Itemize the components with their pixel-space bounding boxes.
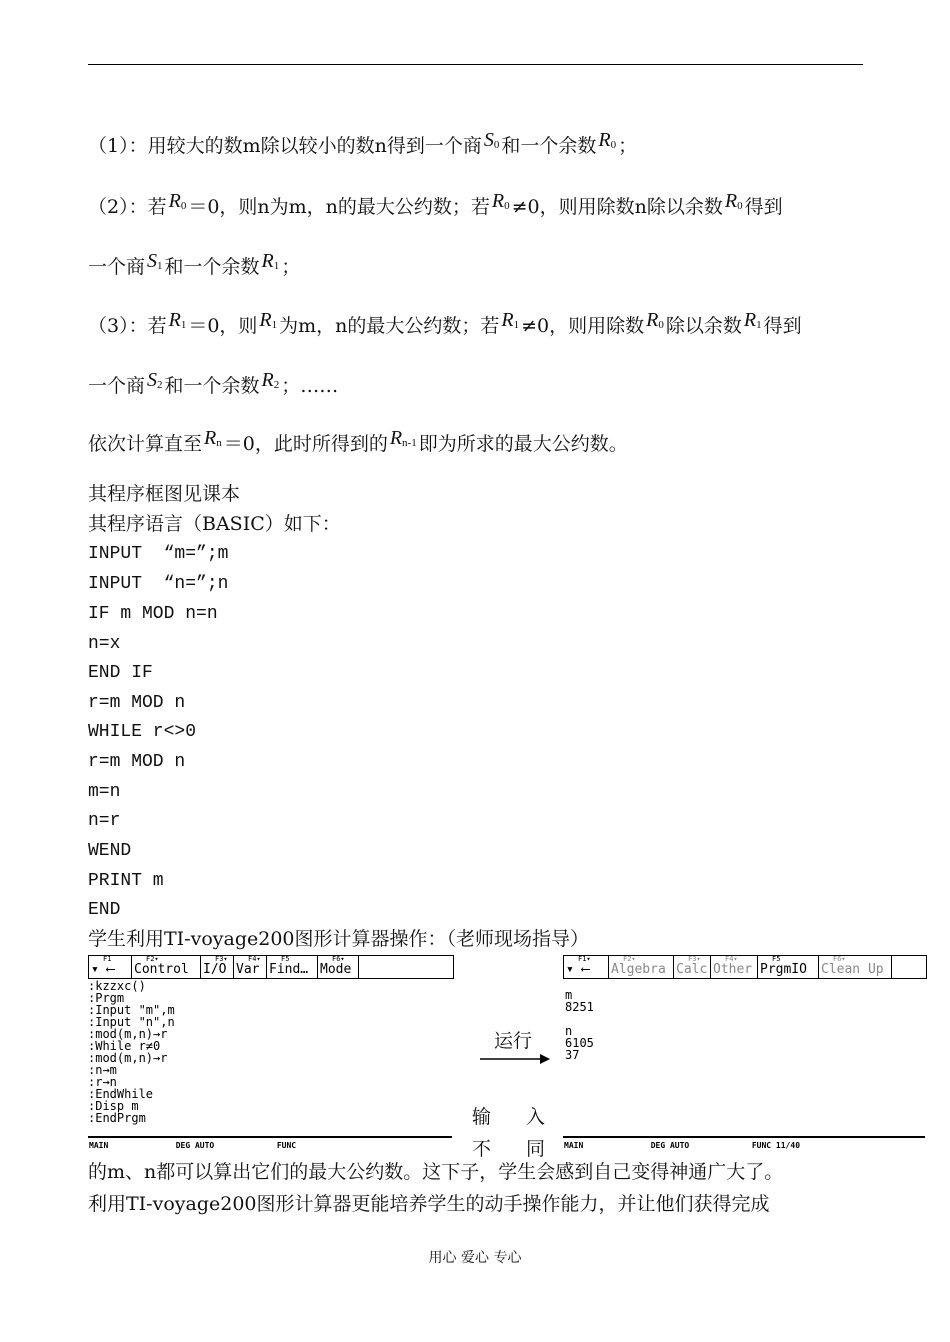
math-s1: $S_1$ <box>147 250 163 272</box>
code-line-8: r=m MOD n <box>88 752 186 772</box>
code-line-4: n=x <box>88 634 121 654</box>
left-tab-mode[interactable]: F6▾ Mode <box>318 956 359 978</box>
basic-heading: 其程序语言（BASIC）如下： <box>88 513 341 535</box>
code-line-5: END IF <box>88 663 153 683</box>
code-line-2: INPUT “n=”;n <box>88 574 229 594</box>
math-s2: $S_2$ <box>147 369 163 391</box>
step-3-text-c: 为m，n的最大公约数；若 <box>279 315 500 337</box>
step-3-line-b <box>88 369 339 403</box>
side-char-2: 入 <box>526 1106 546 1128</box>
step-3-line <box>88 309 802 343</box>
closing-line-1: 的m、n都可以算出它们的最大公约数。这下子，学生会感到自己变得神通广大了。 <box>88 1161 784 1183</box>
side-char-3: 不 <box>472 1138 492 1160</box>
left-tab-control[interactable]: F2▾ Control <box>132 956 201 978</box>
left-tab-io[interactable]: F3▾ I/O <box>201 956 234 978</box>
step-3-text-d: ≠0，则用除数 <box>521 315 645 337</box>
calculator-intro: 学生利用TI-voyage200图形计算器操作：（老师现场指导） <box>88 928 590 950</box>
math-s0: $S_0$ <box>483 129 500 151</box>
step-2-text-d: 得到 <box>744 196 783 218</box>
right-tab-algebra[interactable]: F2▾ Algebra <box>609 956 674 978</box>
step-2b-text-b: 和一个余数 <box>164 256 260 278</box>
code-line-9: m=n <box>88 782 121 802</box>
conclusion-text-b: ＝0，此时所得到的 <box>223 433 388 455</box>
conclusion-text-c: 即为所求的最大公约数。 <box>418 433 628 455</box>
flowchart-note: 其程序框图见课本 <box>88 483 241 505</box>
left-tab-f1[interactable]: F1 ▾ ⟵ <box>89 956 132 978</box>
step-2-text: （2）：若 <box>88 196 167 218</box>
math-r1: $R_1$ <box>168 309 187 331</box>
code-line-10: n=r <box>88 811 121 831</box>
code-line-12: PRINT m <box>88 871 164 891</box>
right-status-rule <box>563 1136 925 1138</box>
step-3-text-b: ＝0，则 <box>188 315 258 337</box>
side-char-4: 同 <box>526 1138 546 1160</box>
right-tab-prgmio[interactable]: F5 PrgmIO <box>758 956 819 978</box>
code-line-1: INPUT “m=”;m <box>88 544 229 564</box>
math-r1: $R_1$ <box>501 309 520 331</box>
step-2b-text: 一个商 <box>88 256 146 278</box>
math-r0: $R_0$ <box>598 129 617 151</box>
left-tab-find[interactable]: F5 Find… <box>267 956 318 978</box>
step-3b-text-b: 和一个余数 <box>164 375 260 397</box>
code-line-3: IF m MOD n=n <box>88 604 218 624</box>
math-r0: $R_0$ <box>724 190 743 212</box>
conclusion-line <box>88 427 628 461</box>
math-rn-1: $R_{n-1}$ <box>389 427 417 449</box>
side-char-1: 输 <box>472 1106 492 1128</box>
right-tab-cleanup[interactable]: F6▾ Clean Up <box>819 956 892 978</box>
math-r0: $R_0$ <box>646 309 664 331</box>
left-status-rule <box>88 1136 452 1138</box>
closing-line-2: 利用TI-voyage200图形计算器更能培养学生的动手操作能力，并让他们获得完成 <box>88 1193 770 1215</box>
run-arrow-icon <box>480 1052 550 1066</box>
math-r2: $R_2$ <box>261 369 280 391</box>
math-r0: $R_0$ <box>168 190 187 212</box>
step-2-text-b: ＝0，则n为m，n的最大公约数；若 <box>188 196 490 218</box>
left-toolbar <box>88 955 454 979</box>
step-3b-text: 一个商 <box>88 375 146 397</box>
step-1-text: （1）：用较大的数m除以较小的数n得到一个商 <box>88 135 482 157</box>
left-program-listing: :kzzxc() :Prgm :Input "m",m :Input "n",n :mod(m,n)→r :While r≠0 :mod(m,n)→r :n→m :r→n :EndWhile :Disp m :EndPrgm <box>88 979 175 1125</box>
code-line-11: WEND <box>88 841 132 861</box>
conclusion-text: 依次计算直至 <box>88 433 203 455</box>
right-toolbar <box>563 955 927 979</box>
code-line-13: END <box>88 900 121 920</box>
step-3-text: （3）：若 <box>88 315 167 337</box>
step-3-text-e: 除以余数 <box>665 315 742 337</box>
math-r1: $R_1$ <box>743 309 762 331</box>
step-2b-end: ； <box>281 256 301 278</box>
math-r1: $R_1$ <box>261 250 280 272</box>
run-label: 运行 <box>494 1030 533 1052</box>
right-tab-calc[interactable]: F3▾ Calc <box>674 956 711 978</box>
step-1-text-b: 和一个余数 <box>501 135 597 157</box>
left-status-bar: MAIN DEG AUTO FUNC <box>89 1141 297 1150</box>
right-output-lines: m 8251 n 6105 37 <box>565 988 594 1062</box>
step-3b-end: ；…… <box>281 375 339 397</box>
step-1-line <box>88 129 638 163</box>
math-r1: $R_1$ <box>259 309 278 331</box>
code-line-7: WHILE r<>0 <box>88 722 197 742</box>
math-rn: $R_n$ <box>204 427 222 449</box>
math-r0: $R_0$ <box>491 190 510 212</box>
step-2-text-c: ≠0，则用除数n除以余数 <box>511 196 723 218</box>
right-status-bar: MAIN DEG AUTO FUNC 11/40 <box>564 1141 801 1150</box>
page-footer: 用心 爱心 专心 <box>428 1250 522 1266</box>
step-2-line-b <box>88 250 301 284</box>
header-rule <box>88 64 863 65</box>
right-tab-f1[interactable]: F1▾ ▾ ⟵ <box>564 956 609 978</box>
right-tab-other[interactable]: F4▾ Other <box>711 956 758 978</box>
code-line-6: r=m MOD n <box>88 693 186 713</box>
left-tab-var[interactable]: F4▾ Var <box>234 956 267 978</box>
step-2-line <box>88 190 783 224</box>
step-1-end: ； <box>618 135 638 157</box>
step-3-text-f: 得到 <box>763 315 802 337</box>
